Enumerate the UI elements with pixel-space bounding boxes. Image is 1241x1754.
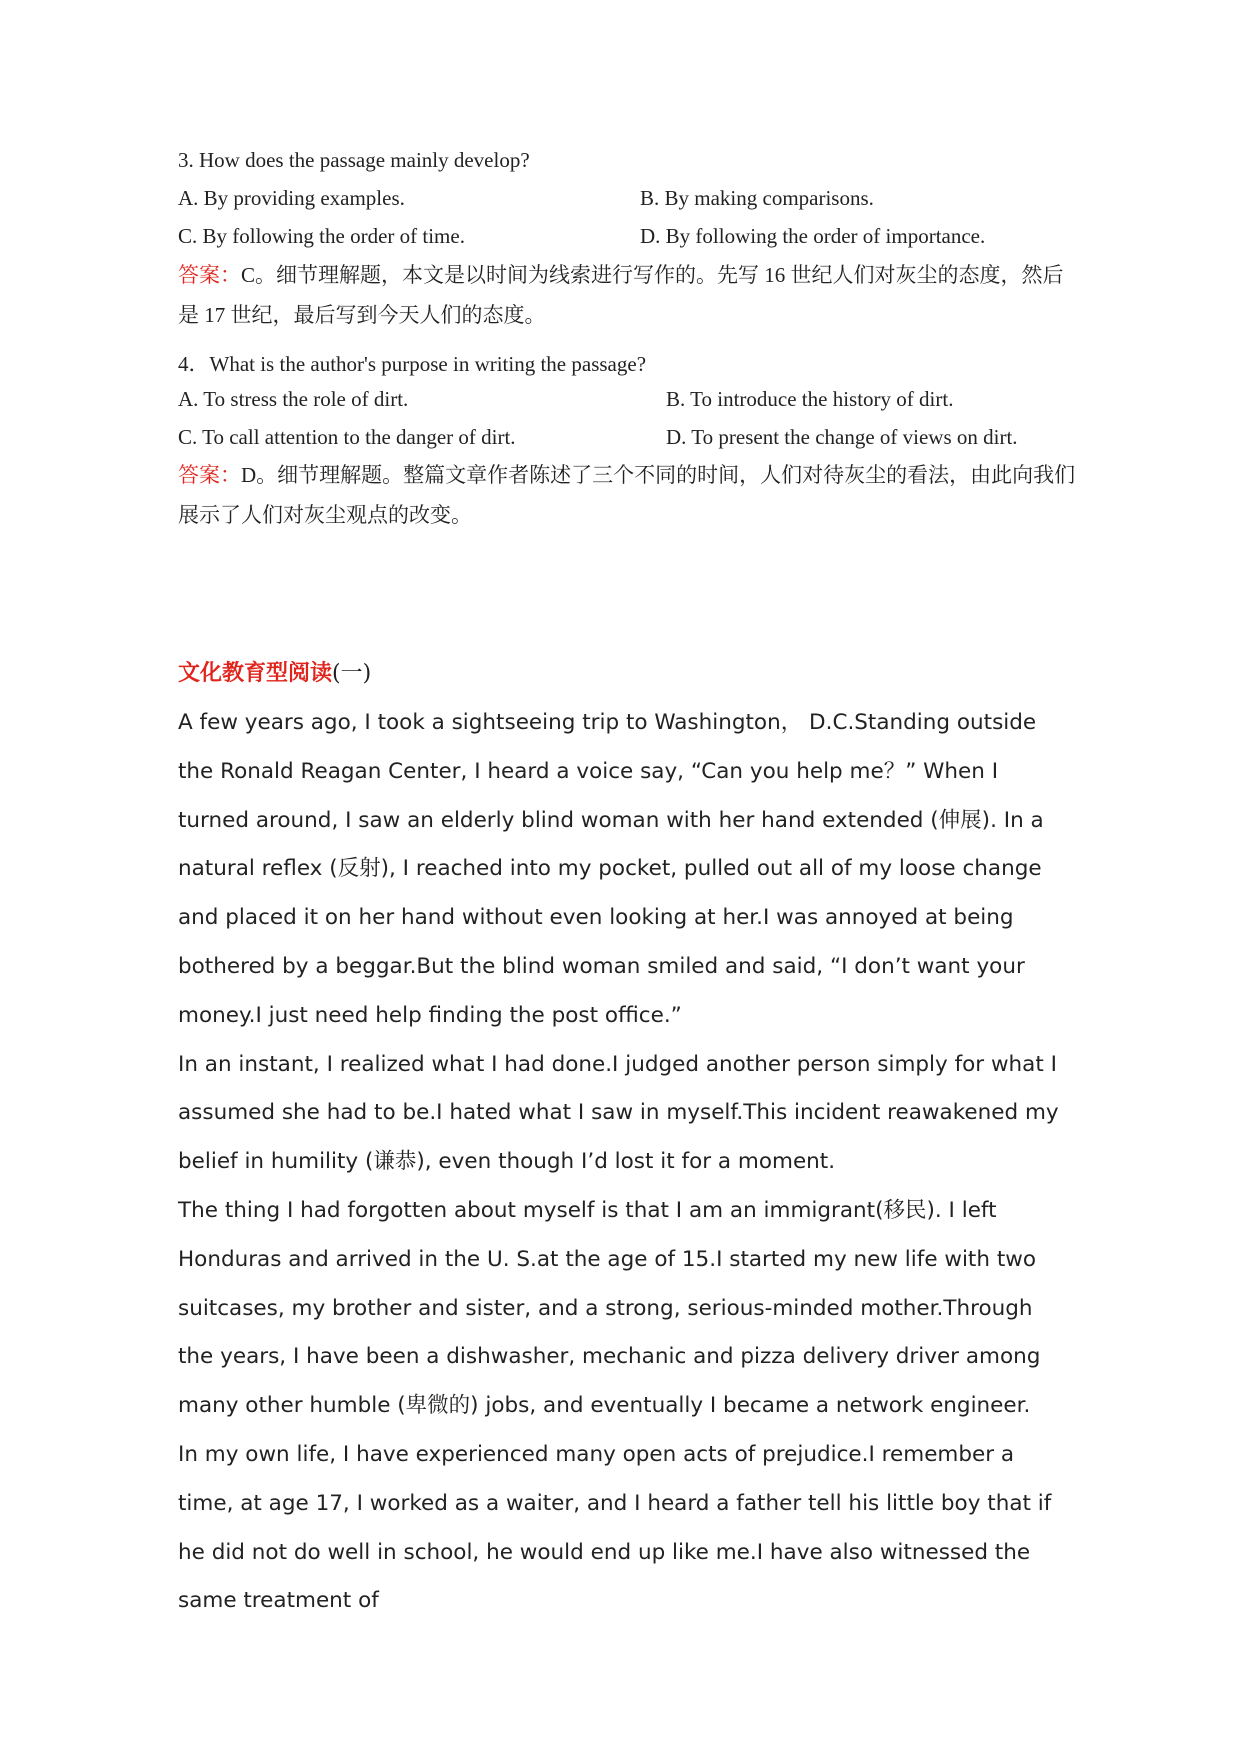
question-4-option-d: D. To present the change of views on dirt. <box>666 425 1018 449</box>
passage-paragraph-3: The thing I had forgotten about myself is that I am an immigrant(移民). I left Honduras and arrived in the U. S.at the age of 15.I started my new life with two suitcases, my brother and sister, and a strong, serious-minded mother.Through the years, I have been a dishwasher, mechanic and pizza delivery driver among many other humble (卑微的) jobs, and eventually I became a network engineer. <box>178 1197 1041 1419</box>
question-3-answer <box>178 255 1078 335</box>
passage-paragraph-2: In an instant, I realized what I had done.I judged another person simply for what I assumed she had to be.I hated what I saw in myself.This incident reawakened my belief in humility (谦恭), even though I’d lost it for a moment. <box>178 1051 1059 1175</box>
answer-label: 答案： <box>178 263 241 287</box>
passage-paragraph-1: A few years ago, I took a sightseeing trip to Washington， D.C.Standing outside the Ronald Reagan Center, I heard a voice say, “Can you help me？” When I turned around, I saw an elderly blind woman with her hand extended (伸展). In a natural reflex (反射), I reached into my pocket, pulled out all of my loose change and placed it on her hand without even looking at her.I was annoyed at being bothered by a beggar.But the blind woman smiled and said, “I don’t want your money.I just need help finding the post office.” <box>178 710 1044 1028</box>
question-4-option-c: C. To call attention to the danger of dirt. <box>178 425 516 449</box>
answer-text: C。细节理解题，本文是以时间为线索进行写作的。先写 16 世纪人们对灰尘的态度，然后是 17 世纪，最后写到今天人们的态度。 <box>178 263 1064 327</box>
question-3-option-d: D. By following the order of importance. <box>640 224 986 248</box>
question-4-answer <box>178 455 1078 535</box>
section-title-number: (一) <box>332 661 372 686</box>
question-3-option-a: A. By providing examples. <box>178 186 405 210</box>
section-title <box>178 656 371 687</box>
question-3-option-b: B. By making comparisons. <box>640 186 874 210</box>
passage-paragraph-4: In my own life, I have experienced many open acts of prejudice.I remember a time, at age 17, I worked as a waiter, and I heard a father tell his little boy that if he did not do well in school, he would end up like me.I have also witnessed the same treatment of <box>178 1441 1052 1614</box>
reading-passage <box>178 699 1068 1626</box>
question-4-stem: 4．What is the author's purpose in writing the passage? <box>178 352 647 376</box>
answer-text: D。细节理解题。整篇文章作者陈述了三个不同的时间，人们对待灰尘的看法，由此向我们展示了人们对灰尘观点的改变。 <box>178 463 1076 527</box>
answer-label: 答案： <box>178 463 241 487</box>
section-title-cn: 文化教育型阅读 <box>178 660 333 686</box>
question-4-option-a: A. To stress the role of dirt. <box>178 387 409 411</box>
question-3-option-c: C. By following the order of time. <box>178 224 465 248</box>
question-4-option-b: B. To introduce the history of dirt. <box>666 387 954 411</box>
question-3-stem: 3. How does the passage mainly develop? <box>178 148 530 172</box>
